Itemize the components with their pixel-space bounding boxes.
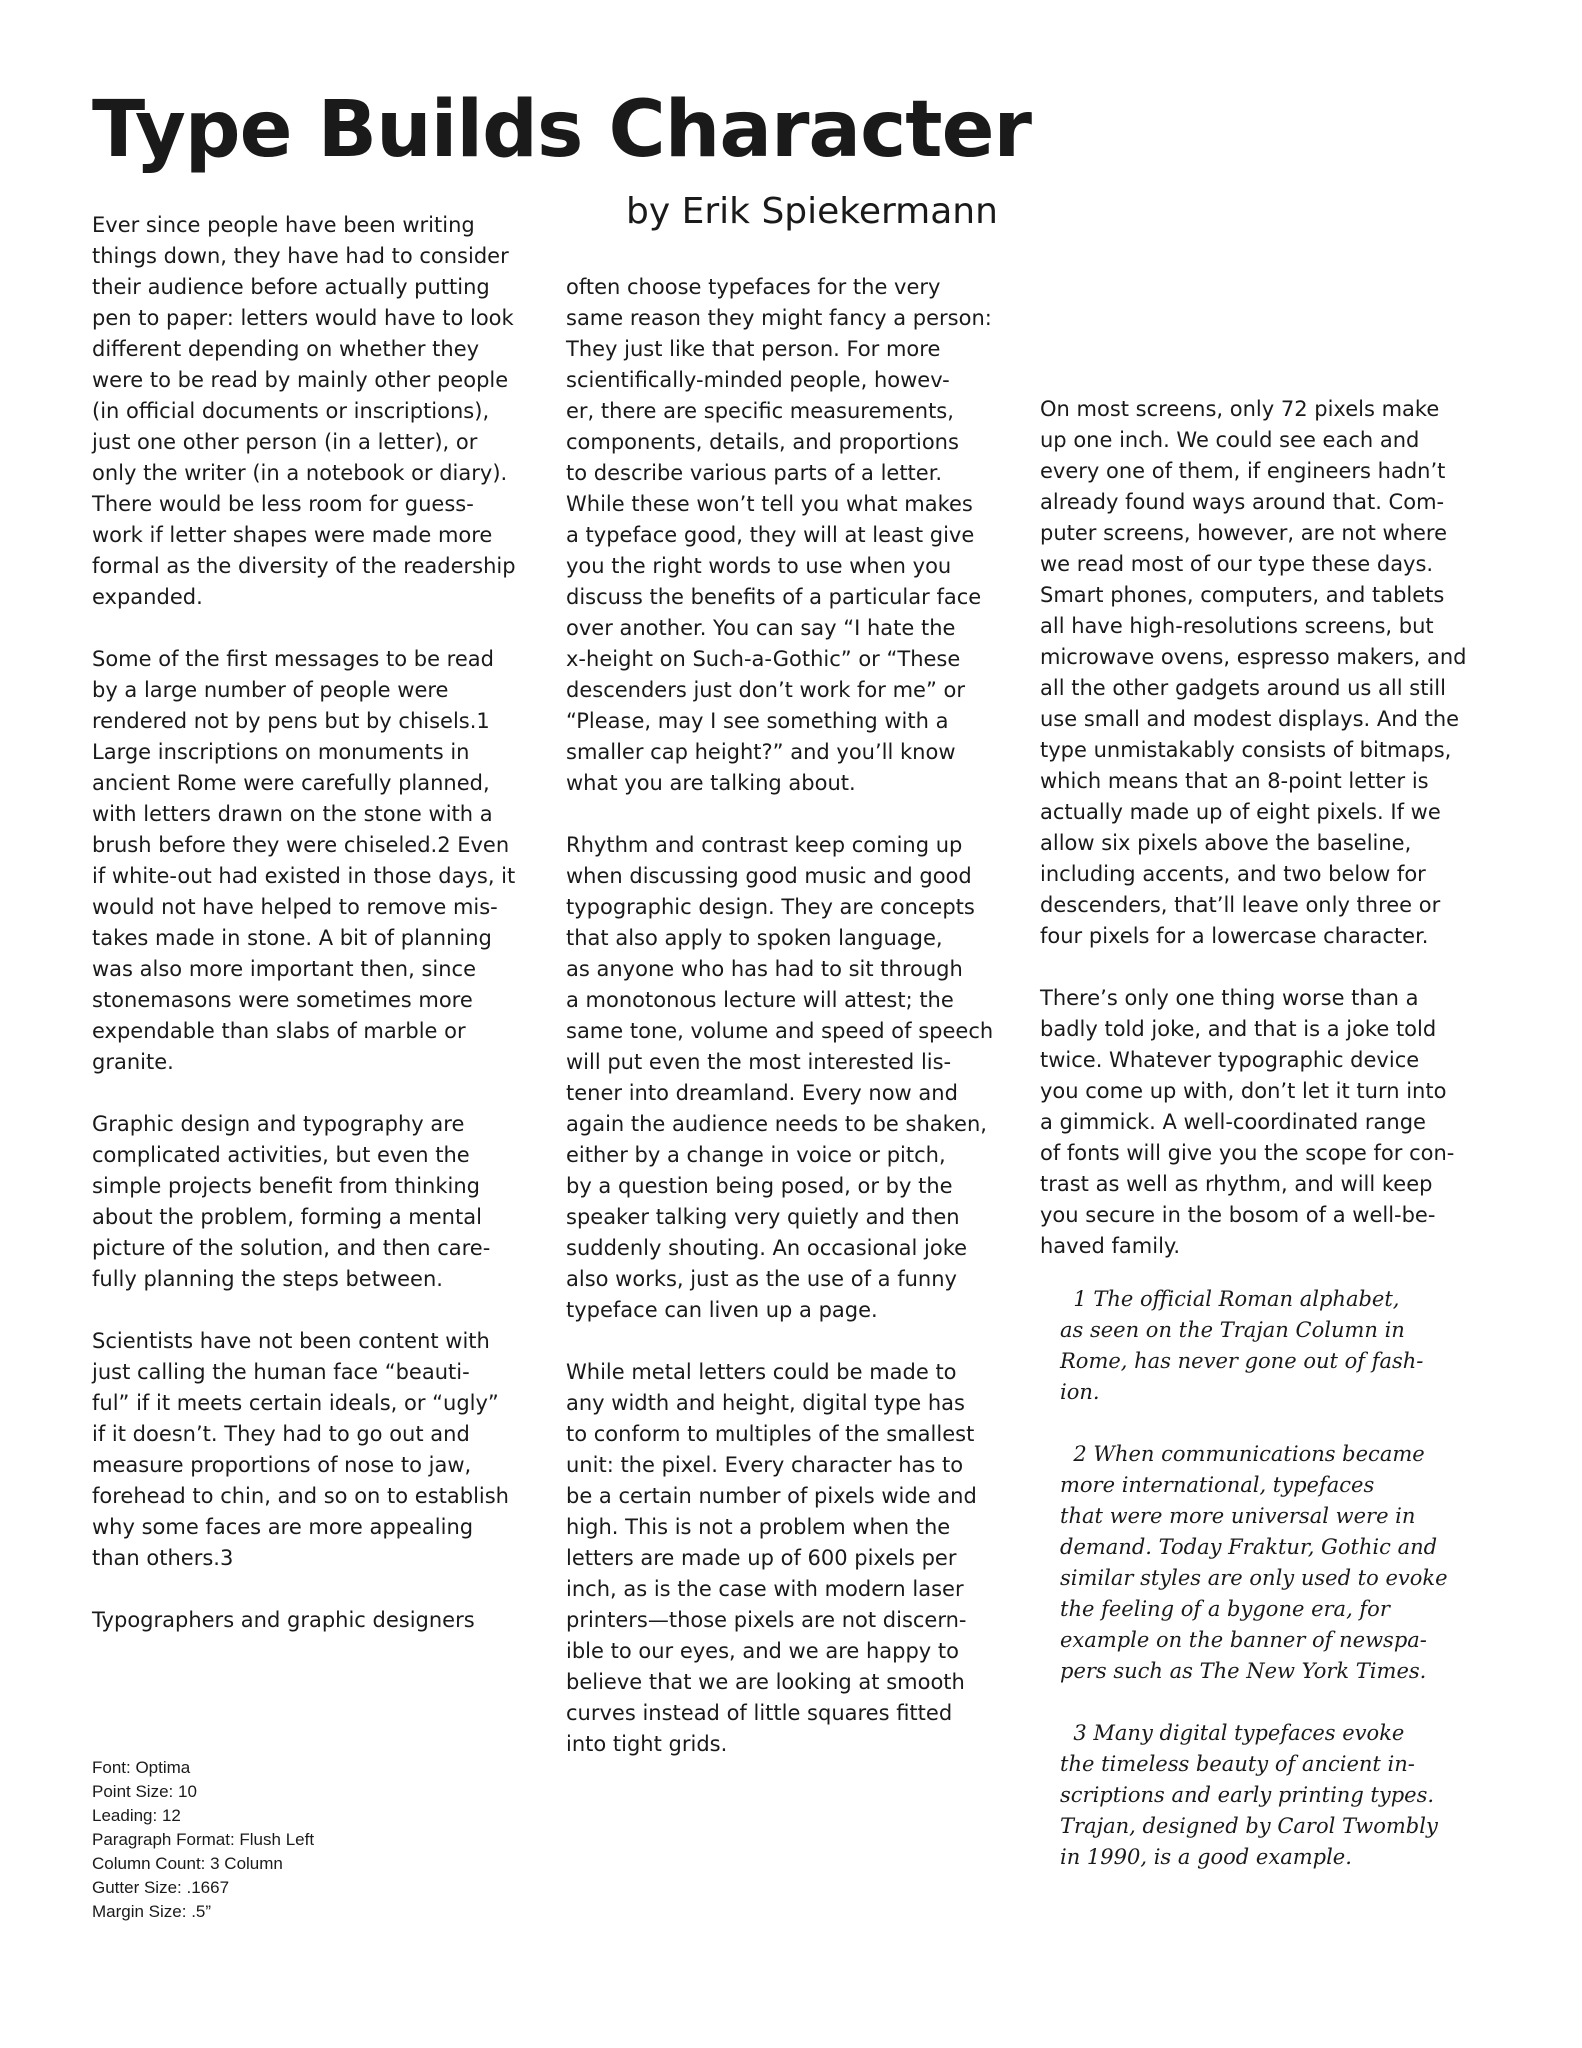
- article-title: Type Builds Character: [92, 85, 1031, 175]
- body-column-1: Ever since people have been writing things down, they have had to consider their audience before actually putting pen to paper: letters would have to look different depending on whether they were to be read by mainly other people (in official documents or inscriptions), just one other person (in a letter), or only the writer (in a notebook or diary). There would be less room for guess- work if letter shapes were made more formal as the diversity of the readership expanded. Some of the first messages to be read by a large number of people were rendered not by pens but by chisels.1 Large inscriptions on monuments in ancient Rome were carefully planned, with letters drawn on the stone with a brush before they were chiseled.2 Even if white-out had existed in those days, it would not have helped to remove mis- takes made in stone. A bit of planning was also more important then, since stonemasons were sometimes more expendable than slabs of marble or granite. Graphic design and typography are complicated activities, but even the simple projects benefit from thinking about the problem, forming a mental picture of the solution, and then care- fully planning the steps between. Scientists have not been content with just calling the human face “beauti- ful” if it meets certain ideals, or “ugly” if it doesn’t. They had to go out and measure proportions of nose to jaw, forehead to chin, and so on to establish why some faces are more appealing than others.3 Typographers and graphic designers: [92, 213, 516, 1632]
- footnotes: 1 The official Roman alphabet, as seen on the Trajan Column in Rome, has never gone out of fash- ion. 2 When communications became more international, typefaces that were more universal were in demand. Today Fraktur, Gothic and similar styles are only used to evoke the feeling of a bygone era, for example on the banner of newspa- pers such as The New York Times. 3 Many digital typefaces evoke the timeless beauty of ancient in- scriptions and early printing types. Trajan, designed by Carol Twombly in 1990, is a good example.: [1060, 1287, 1448, 1869]
- typography-specs: Font: Optima Point Size: 10 Leading: 12 Paragraph Format: Flush Left Column Count: 3 Column Gutter Size: .1667 Margin Size: .5”: [92, 1758, 315, 1921]
- body-column-2: often choose typefaces for the very same reason they might fancy a person: They just like that person. For more scientifically-minded people, howev- er, there are specific measurements, components, details, and proportions to describe various parts of a letter. While these won’t tell you what makes a typeface good, they will at least give you the right words to use when you discuss the benefits of a particular face over another. You can say “I hate the x-height on Such-a-Gothic” or “These descenders just don’t work for me” or “Please, may I see something with a smaller cap height?” and you’ll know what you are talking about. Rhythm and contrast keep coming up when discussing good music and good typographic design. They are concepts that also apply to spoken language, as anyone who has had to sit through a monotonous lecture will attest; the same tone, volume and speed of speech will put even the most interested lis- tener into dreamland. Every now and again the audience needs to be shaken, either by a change in voice or pitch, by a question being posed, or by the speaker talking very quietly and then suddenly shouting. An occasional joke also works, just as the use of a funny typeface can liven up a page. While metal letters could be made to any width and height, digital type has to conform to multiples of the smallest unit: the pixel. Every character has to be a certain number of pixels wide and high. This is not a problem when the letters are made up of 600 pixels per inch, as is the case with modern laser printers—those pixels are not discern- ible to our eyes, and we are happy to believe that we are looking at smooth curves instead of little squares fitted into tight grids.: [566, 275, 994, 1756]
- article-byline: by Erik Spiekermann: [626, 191, 998, 232]
- body-column-3: On most screens, only 72 pixels make up one inch. We could see each and every one of them, if engineers hadn’t already found ways around that. Com- puter screens, however, are not where we read most of our type these days. Smart phones, computers, and tablets all have high-resolutions screens, but microwave ovens, espresso makers, and all the other gadgets around us all still use small and modest displays. And the type unmistakably consists of bitmaps, which means that an 8-point letter is actually made up of eight pixels. If we allow six pixels above the baseline, including accents, and two below for descenders, that’ll leave only three or four pixels for a lowercase character. There’s only one thing worse than a badly told joke, and that is a joke told twice. Whatever typographic device you come up with, don’t let it turn into a gimmick. A well-coordinated range of fonts will give you the scope for con- trast as well as rhythm, and will keep you secure in the bosom of a well-be- haved family.: [1040, 397, 1467, 1258]
